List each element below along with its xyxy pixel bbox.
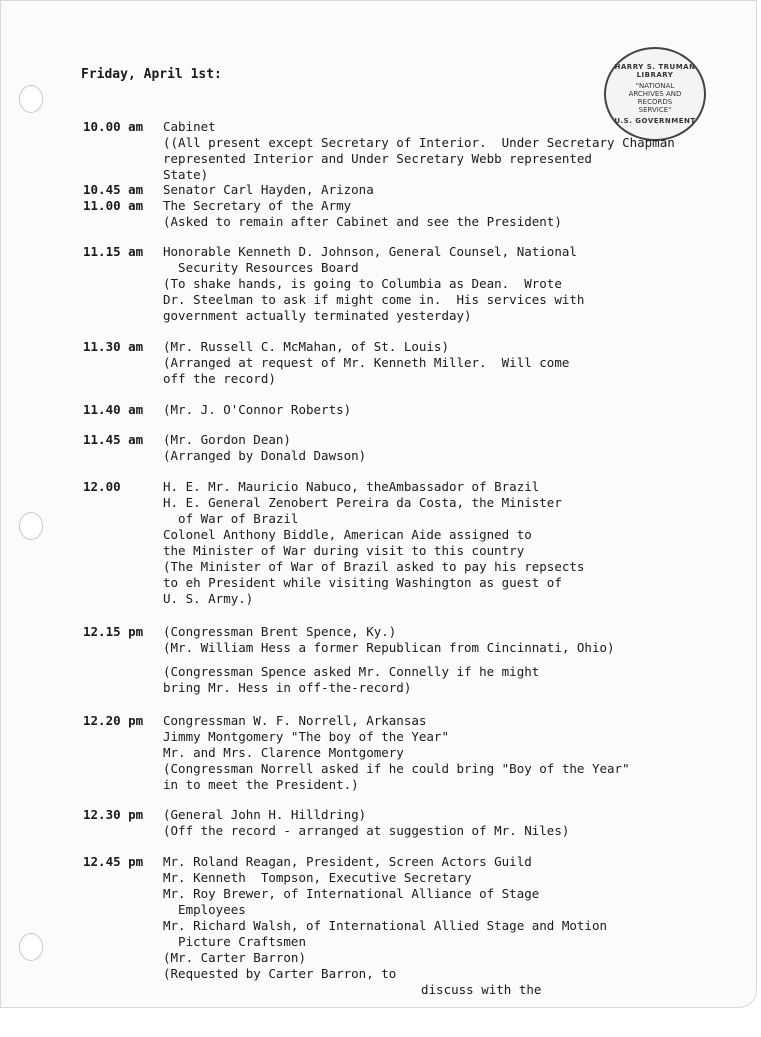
entry-line: represented Interior and Under Secretary Webb represented bbox=[163, 151, 592, 166]
entry-time: 10.45 am bbox=[83, 182, 144, 197]
entry-line: (Congressman Norrell asked if he could bring "Boy of the Year" bbox=[163, 761, 630, 776]
entry-line: (Congressman Brent Spence, Ky.) bbox=[163, 624, 397, 639]
entry-line: to eh President while visiting Washington as guest of bbox=[163, 575, 562, 590]
schedule-entry bbox=[83, 807, 743, 839]
schedule-entry bbox=[83, 198, 743, 230]
entry-line: Honorable Kenneth D. Johnson, General Counsel, National bbox=[163, 244, 577, 259]
entry-line: Mr. and Mrs. Clarence Montgomery bbox=[163, 745, 404, 760]
binder-hole bbox=[19, 85, 43, 113]
entry-line: The Secretary of the Army bbox=[163, 198, 352, 213]
entry-line: (Congressman Spence asked Mr. Connelly if he might bbox=[163, 664, 540, 679]
entry-line: Mr. Roland Reagan, President, Screen Actors Guild bbox=[163, 854, 532, 869]
stamp-inner bbox=[629, 82, 682, 114]
entry-line: the Minister of War during visit to this country bbox=[163, 543, 525, 558]
entry-line: Mr. Kenneth Tompson, Executive Secretary bbox=[163, 870, 472, 885]
schedule-entry bbox=[83, 402, 743, 418]
entry-line: (Mr. Carter Barron) bbox=[163, 950, 306, 965]
entry-line: Mr. Roy Brewer, of International Alliance of Stage bbox=[163, 886, 540, 901]
entry-time: 10.00 am bbox=[83, 119, 144, 134]
stamp-inner-line: SERVICE" bbox=[638, 106, 672, 114]
entry-line: Security Resources Board bbox=[163, 260, 359, 275]
entry-line: (Arranged at request of Mr. Kenneth Miller. Will come bbox=[163, 355, 570, 370]
page-title: Friday, April 1st: bbox=[81, 67, 222, 82]
entry-line: (The Minister of War of Brazil asked to pay his repsects bbox=[163, 559, 585, 574]
entry-time: 11.00 am bbox=[83, 198, 144, 213]
binder-hole bbox=[19, 512, 43, 540]
stamp-inner-line: ARCHIVES AND bbox=[628, 90, 682, 98]
entry-line: off the record) bbox=[163, 371, 276, 386]
stamp-bottom-text: U.S. GOVERNMENT bbox=[614, 117, 696, 125]
entry-line: U. S. Army.) bbox=[163, 591, 254, 606]
entry-time: 12.20 pm bbox=[83, 713, 144, 728]
entry-line: Picture Craftsmen bbox=[163, 934, 306, 949]
entry-line: (Off the record - arranged at suggestion of Mr. Niles) bbox=[163, 823, 570, 838]
entry-line: bring Mr. Hess in off-the-record) bbox=[163, 680, 412, 695]
entry-line: (To shake hands, is going to Columbia as Dean. Wrote bbox=[163, 276, 562, 291]
entry-line: (Requested by Carter Barron, to bbox=[163, 966, 397, 981]
entry-line: H. E. Mr. Mauricio Nabuco, theAmbassador of Brazil bbox=[163, 479, 540, 494]
entry-time: 12.00 bbox=[83, 479, 121, 494]
stamp-inner-line: RECORDS bbox=[637, 98, 673, 106]
schedule-entry bbox=[83, 119, 743, 183]
entry-time: 12.45 pm bbox=[83, 854, 144, 869]
entry-line: Employees bbox=[163, 902, 246, 917]
schedule-entry bbox=[83, 479, 743, 607]
entry-line: of War of Brazil bbox=[163, 511, 299, 526]
entry-line: Jimmy Montgomery "The boy of the Year" bbox=[163, 729, 449, 744]
entry-line: Cabinet bbox=[163, 119, 216, 134]
schedule-entry bbox=[83, 182, 743, 198]
stamp-inner-line: "NATIONAL bbox=[635, 82, 675, 90]
entry-line: (Mr. William Hess a former Republican from Cincinnati, Ohio) bbox=[163, 640, 615, 655]
entry-line: (Mr. Gordon Dean) bbox=[163, 432, 291, 447]
entry-line: (General John H. Hilldring) bbox=[163, 807, 367, 822]
entry-line: (Arranged by Donald Dawson) bbox=[163, 448, 367, 463]
entry-line: in to meet the President.) bbox=[163, 777, 359, 792]
schedule-entry bbox=[83, 713, 743, 793]
schedule-entry bbox=[83, 244, 743, 324]
schedule-entry bbox=[83, 432, 743, 464]
entry-line: Congressman W. F. Norrell, Arkansas bbox=[163, 713, 427, 728]
entry-time: 11.45 am bbox=[83, 432, 144, 447]
entry-line: Mr. Richard Walsh, of International Allied Stage and Motion bbox=[163, 918, 608, 933]
schedule-entry bbox=[83, 854, 743, 998]
entry-time: 12.30 pm bbox=[83, 807, 144, 822]
entry-time: 11.15 am bbox=[83, 244, 144, 259]
stamp-top-text: HARRY S. TRUMAN LIBRARY bbox=[614, 63, 696, 79]
schedule-entry bbox=[83, 339, 743, 387]
entry-line: ((All present except Secretary of Interior. Under Secretary Chapman bbox=[163, 135, 675, 150]
entry-line: Dr. Steelman to ask if might come in. His services with bbox=[163, 292, 585, 307]
entry-line: (Mr. Russell C. McMahan, of St. Louis) bbox=[163, 339, 449, 354]
entry-line: discuss with the bbox=[421, 982, 542, 997]
entry-line: Colonel Anthony Biddle, American Aide assigned to bbox=[163, 527, 532, 542]
schedule-entry bbox=[83, 624, 743, 696]
entry-line: Senator Carl Hayden, Arizona bbox=[163, 182, 374, 197]
entry-line: government actually terminated yesterday) bbox=[163, 308, 472, 323]
entry-line: H. E. General Zenobert Pereira da Costa, the Minister bbox=[163, 495, 562, 510]
entry-time: 11.40 am bbox=[83, 402, 144, 417]
entry-line: State) bbox=[163, 167, 209, 182]
entry-time: 12.15 pm bbox=[83, 624, 144, 639]
binder-hole bbox=[19, 933, 43, 961]
entry-line: (Mr. J. O'Connor Roberts) bbox=[163, 402, 352, 417]
entry-time: 11.30 am bbox=[83, 339, 144, 354]
entry-line: (Asked to remain after Cabinet and see the President) bbox=[163, 214, 562, 229]
